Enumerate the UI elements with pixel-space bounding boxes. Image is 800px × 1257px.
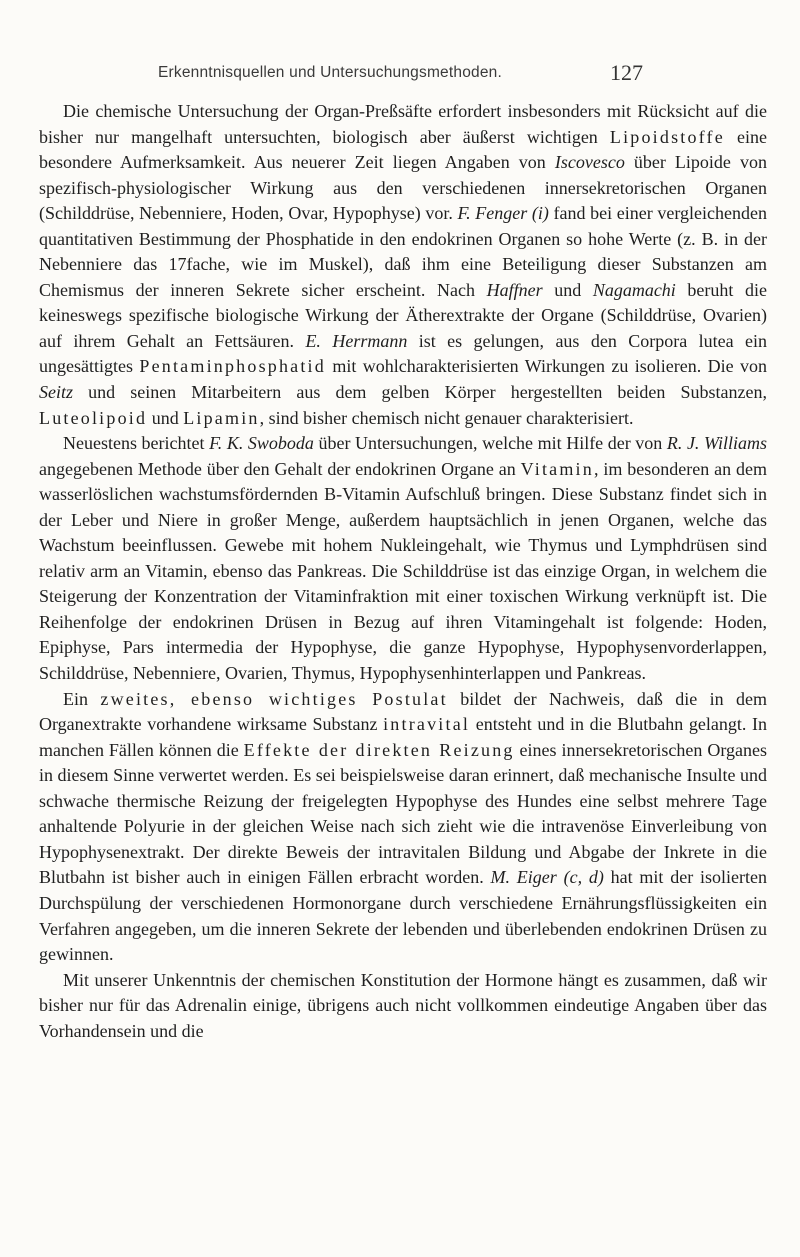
text-span: mit wohlcharakterisierten Wirkungen zu isolieren. Die von (325, 356, 767, 377)
text-span: Neuestens berichtet (63, 433, 210, 454)
author-name: Haffner (486, 279, 543, 300)
spaced-term: Luteolipoid (39, 407, 148, 428)
text-span: beruht die keineswegs spezifische biologische Wirkung der Ätherextrakte der Organe (Schilddrüse, Ovarien) auf ihrem Gehalt an Fettsäuren. (39, 279, 767, 351)
text-span: , sind bisher chemisch nicht genauer charakterisiert. (259, 407, 634, 428)
spaced-term: Lipamin (183, 407, 260, 428)
body-text (39, 99, 767, 1044)
running-head: Erkenntnisquellen und Untersuchungsmethoden. (158, 64, 502, 81)
author-name: E. Herrmann (305, 330, 408, 351)
author-name: R. J. Williams (666, 433, 768, 454)
paragraph-postulate (39, 687, 767, 968)
author-name: Nagamachi (592, 279, 676, 300)
text-span: über Lipoide von spezifisch-physiologischer Wirkung aus den verschiedenen innersekretorischen Organen (Schilddrüse, Nebenniere, Hoden, Ovar, Hypophyse) vor. (39, 152, 767, 224)
author-name: F. K. Swoboda (209, 433, 314, 454)
text-span: , im besonderen an dem wasserlöslichen wachstumsfördernden B-Vitamin Aufschluß bringen. Diese Substanz findet sich in der Leber und Niere in großer Menge, außerdem hauptsächlich in jenen Organen, welche das Wachstum beeinflussen. Gewebe mit hohem Nukleingehalt, wie Thymus und Lymphdrüsen sind relativ arm an Vitamin, ebenso das Pankreas. Die Schilddrüse ist das einzige Organ, in welchem die Steigerung der Konzentration der Vitaminfraktion mit einer toxischen Wirkung verknüpft ist. Die Reihenfolge der endokrinen Drüsen in Bezug auf ihren Vitamingehalt ist folgende: Hoden, Epiphyse, Pars intermedia der Hypophyse, die ganze Hypophyse, Hypophysenvorderlappen, Schilddrüse, Nebenniere, Ovarien, Thymus, Hypophysenhinterlappen und Pankreas. (39, 458, 768, 684)
text-span: Ein (63, 688, 101, 709)
spaced-term: zweites, ebenso wichtiges Postulat (100, 688, 448, 709)
author-name: M. Eiger (c, d) (490, 867, 604, 888)
text-span: eine besondere Aufmerksamkeit. Aus neuerer Zeit liegen Angaben von (39, 126, 767, 173)
spaced-term: intravital (383, 714, 471, 735)
author-name: Seitz (39, 382, 73, 403)
text-span: hat mit der isolierten Durchspülung der verschiedenen Hormonorgane durch verschiedene Ernährungsflüssigkeiten ein Verfahren angegeben, um die inneren Sekrete der lebenden und überlebenden endokrinen Drüsen zu gewinnen. (39, 867, 767, 965)
paragraph-lipoids (39, 99, 767, 431)
text-span: entsteht und in die Blutbahn gelangt. In manchen Fällen können die (39, 714, 767, 760)
text-span: und seinen Mitarbeitern aus dem gelben Körper hergestellten beiden Substanzen, (73, 382, 767, 403)
spaced-term: Vitamin (520, 458, 594, 479)
paragraph-constitution (39, 968, 767, 1045)
text-span: ist es gelungen, aus den Corpora lutea ein ungesättigtes (39, 330, 767, 377)
paragraph-vitamin (39, 431, 767, 686)
text-span: bildet der Nachweis, daß die in dem Organextrakte vorhandene wirksame Substanz (39, 688, 767, 735)
author-name: F. Fenger (i) (457, 203, 549, 224)
author-name: Iscovesco (554, 152, 625, 173)
page-number: 127 (610, 60, 643, 85)
spaced-term: Lipoidstoffe (609, 126, 725, 147)
text-span: fand bei einer vergleichenden quantitativen Bestimmung der Phosphatide in den endokrinen Organen so hohe Werte (z. B. in der Nebenniere das 17fache, wie im Muskel), daß ihm eine Beteiligung dieser Substanzen am Chemismus der inneren Sekrete sicher erscheint. Nach (39, 203, 767, 300)
text-span: über Untersuchungen, welche mit Hilfe der von (313, 433, 667, 454)
text-span: und (147, 407, 184, 428)
text-span: und (542, 279, 593, 300)
text-span: angegebenen Methode über den Gehalt der endokrinen Organe an (39, 458, 521, 479)
text-span: Mit unserer Unkenntnis der chemischen Konstitution der Hormone hängt es zusammen, daß wir bisher nur für das Adrenalin einige, übrigens auch nicht vollkommen eindeutige Angaben über das Vorhandensein und die (39, 969, 767, 1041)
spaced-term: Effekte der direkten Reizung (243, 739, 515, 760)
text-span: Die chemische Untersuchung der Organ-Preßsäfte erfordert insbesonders mit Rücksicht auf die bisher nur mangelhaft untersuchten, biologisch aber äußerst wichtigen (39, 101, 767, 147)
spaced-term: Pentaminphosphatid (139, 356, 326, 377)
text-span: eines innersekretorischen Organes in diesem Sinne verwertet werden. Es sei beispielsweise daran erinnert, daß mechanische Insulte und schwache thermische Reizung der freigelegten Hypophyse des Hundes eine selbst mehrere Tage anhaltende Polyurie in der gleichen Weise nach sich zieht wie die intravenöse Einverleibung von Hypophysenextrakt. Der direkte Beweis der intravitalen Bildung und Abgabe der Inkrete in die Blutbahn ist bisher auch in einigen Fällen erbracht worden. (39, 739, 767, 888)
